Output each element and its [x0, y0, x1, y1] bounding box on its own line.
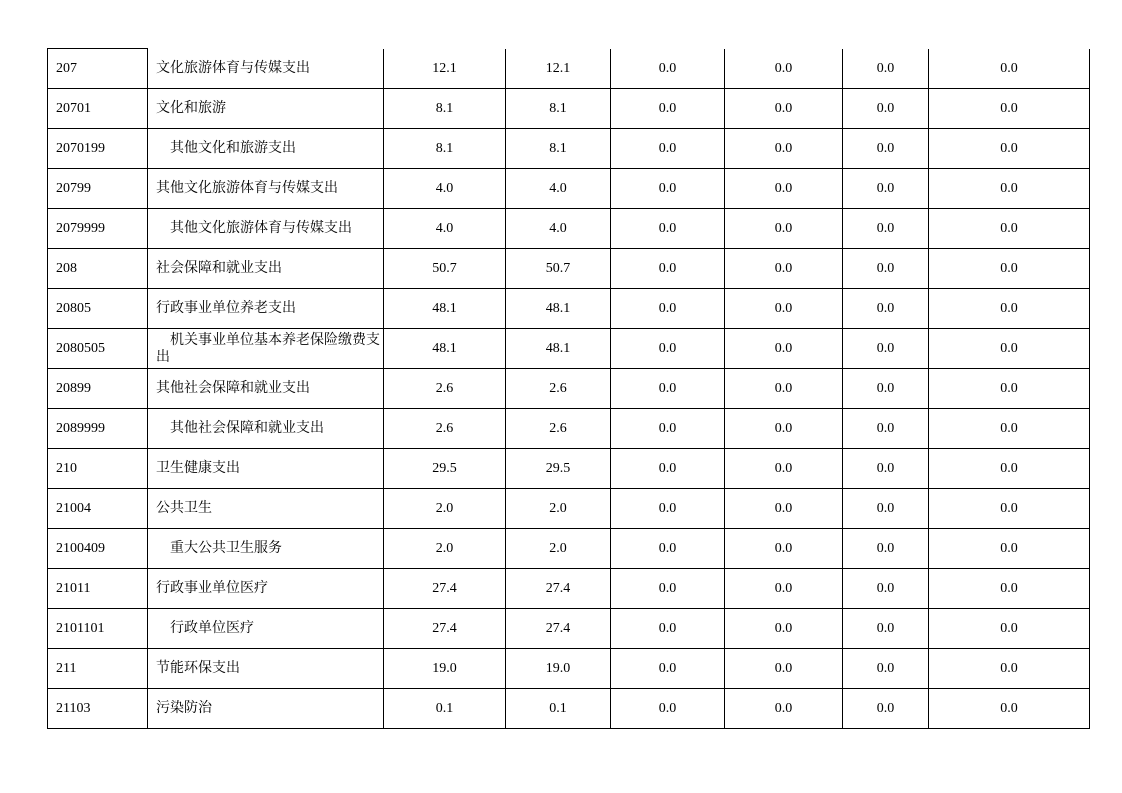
table-row [48, 249, 1090, 289]
account-code-cell: 20799 [48, 169, 148, 209]
amount-cell: 2.0 [384, 529, 506, 569]
account-name-cell: 社会保障和就业支出 [148, 249, 384, 289]
amount-cell: 0.0 [725, 369, 843, 409]
amount-cell: 0.0 [611, 649, 725, 689]
amount-cell: 8.1 [506, 89, 611, 129]
account-code-cell: 2079999 [48, 209, 148, 249]
amount-cell: 0.0 [929, 569, 1090, 609]
table-row [48, 409, 1090, 449]
table-row [48, 329, 1090, 369]
amount-cell: 50.7 [384, 249, 506, 289]
amount-cell: 4.0 [384, 209, 506, 249]
amount-cell: 0.0 [843, 249, 929, 289]
amount-cell: 0.0 [611, 129, 725, 169]
amount-cell: 0.0 [929, 409, 1090, 449]
account-name-cell: 行政单位医疗 [148, 609, 384, 649]
amount-cell: 2.6 [384, 369, 506, 409]
amount-cell: 0.0 [929, 449, 1090, 489]
amount-cell: 0.0 [611, 609, 725, 649]
amount-cell: 0.0 [725, 329, 843, 369]
amount-cell: 0.0 [611, 529, 725, 569]
amount-cell: 0.0 [725, 449, 843, 489]
amount-cell: 0.0 [611, 89, 725, 129]
account-code-cell: 211 [48, 649, 148, 689]
amount-cell: 19.0 [506, 649, 611, 689]
amount-cell: 0.0 [611, 489, 725, 529]
amount-cell: 27.4 [384, 609, 506, 649]
amount-cell: 0.0 [611, 409, 725, 449]
amount-cell: 0.0 [611, 49, 725, 89]
table-row [48, 169, 1090, 209]
account-code-cell: 20701 [48, 89, 148, 129]
account-code-cell: 21103 [48, 689, 148, 729]
amount-cell: 4.0 [506, 209, 611, 249]
account-name-cell: 文化旅游体育与传媒支出 [148, 49, 384, 89]
account-name-cell: 其他文化旅游体育与传媒支出 [148, 169, 384, 209]
amount-cell: 0.0 [843, 49, 929, 89]
amount-cell: 0.0 [725, 689, 843, 729]
amount-cell: 0.0 [725, 569, 843, 609]
table-body [48, 49, 1090, 729]
amount-cell: 12.1 [506, 49, 611, 89]
account-code-cell: 2101101 [48, 609, 148, 649]
account-code-cell: 21011 [48, 569, 148, 609]
amount-cell: 0.0 [843, 369, 929, 409]
table-row [48, 489, 1090, 529]
amount-cell: 0.0 [843, 489, 929, 529]
amount-cell: 0.0 [929, 209, 1090, 249]
account-code-cell: 207 [48, 49, 148, 89]
amount-cell: 29.5 [506, 449, 611, 489]
table-row [48, 529, 1090, 569]
amount-cell: 0.0 [929, 689, 1090, 729]
amount-cell: 0.1 [506, 689, 611, 729]
account-name-cell: 污染防治 [148, 689, 384, 729]
amount-cell: 0.0 [611, 569, 725, 609]
table-row [48, 89, 1090, 129]
account-code-cell: 2100409 [48, 529, 148, 569]
amount-cell: 0.0 [725, 409, 843, 449]
amount-cell: 0.0 [843, 689, 929, 729]
amount-cell: 0.0 [611, 329, 725, 369]
amount-cell: 4.0 [506, 169, 611, 209]
amount-cell: 2.0 [506, 529, 611, 569]
amount-cell: 12.1 [384, 49, 506, 89]
budget-table [47, 48, 1090, 729]
amount-cell: 2.6 [506, 409, 611, 449]
table-row [48, 369, 1090, 409]
account-name-cell: 其他社会保障和就业支出 [148, 369, 384, 409]
amount-cell: 2.0 [506, 489, 611, 529]
amount-cell: 19.0 [384, 649, 506, 689]
account-name-cell: 公共卫生 [148, 489, 384, 529]
amount-cell: 0.0 [843, 569, 929, 609]
amount-cell: 0.0 [929, 529, 1090, 569]
amount-cell: 2.6 [384, 409, 506, 449]
account-name-cell: 其他文化和旅游支出 [148, 129, 384, 169]
account-name-cell: 文化和旅游 [148, 89, 384, 129]
amount-cell: 0.0 [929, 89, 1090, 129]
amount-cell: 8.1 [506, 129, 611, 169]
account-name-cell: 其他社会保障和就业支出 [148, 409, 384, 449]
account-name-cell: 卫生健康支出 [148, 449, 384, 489]
amount-cell: 0.0 [929, 609, 1090, 649]
amount-cell: 0.0 [929, 169, 1090, 209]
account-code-cell: 20805 [48, 289, 148, 329]
amount-cell: 48.1 [384, 329, 506, 369]
amount-cell: 0.0 [843, 129, 929, 169]
amount-cell: 0.0 [929, 289, 1090, 329]
amount-cell: 0.0 [843, 449, 929, 489]
amount-cell: 0.0 [725, 89, 843, 129]
amount-cell: 0.0 [611, 249, 725, 289]
amount-cell: 29.5 [384, 449, 506, 489]
table-row [48, 569, 1090, 609]
account-code-cell: 21004 [48, 489, 148, 529]
amount-cell: 0.0 [725, 489, 843, 529]
amount-cell: 8.1 [384, 129, 506, 169]
amount-cell: 0.0 [843, 649, 929, 689]
account-code-cell: 2089999 [48, 409, 148, 449]
amount-cell: 2.0 [384, 489, 506, 529]
amount-cell: 0.0 [725, 129, 843, 169]
table-row [48, 129, 1090, 169]
amount-cell: 0.0 [843, 329, 929, 369]
amount-cell: 0.0 [843, 89, 929, 129]
amount-cell: 0.0 [929, 249, 1090, 289]
amount-cell: 0.0 [611, 369, 725, 409]
table-row [48, 689, 1090, 729]
account-name-cell: 机关事业单位基本养老保险缴费支出 [148, 329, 384, 369]
amount-cell: 0.0 [725, 649, 843, 689]
amount-cell: 0.1 [384, 689, 506, 729]
amount-cell: 48.1 [384, 289, 506, 329]
amount-cell: 48.1 [506, 289, 611, 329]
account-code-cell: 2070199 [48, 129, 148, 169]
amount-cell: 0.0 [725, 49, 843, 89]
table-row [48, 49, 1090, 89]
amount-cell: 0.0 [725, 249, 843, 289]
amount-cell: 0.0 [929, 129, 1090, 169]
account-code-cell: 20899 [48, 369, 148, 409]
amount-cell: 0.0 [929, 369, 1090, 409]
amount-cell: 0.0 [843, 609, 929, 649]
amount-cell: 0.0 [725, 289, 843, 329]
amount-cell: 0.0 [929, 489, 1090, 529]
amount-cell: 8.1 [384, 89, 506, 129]
amount-cell: 0.0 [611, 209, 725, 249]
amount-cell: 4.0 [384, 169, 506, 209]
amount-cell: 0.0 [725, 209, 843, 249]
amount-cell: 0.0 [929, 649, 1090, 689]
amount-cell: 0.0 [843, 209, 929, 249]
amount-cell: 27.4 [506, 569, 611, 609]
account-code-cell: 208 [48, 249, 148, 289]
amount-cell: 0.0 [843, 169, 929, 209]
amount-cell: 50.7 [506, 249, 611, 289]
amount-cell: 0.0 [929, 49, 1090, 89]
account-name-cell: 其他文化旅游体育与传媒支出 [148, 209, 384, 249]
amount-cell: 0.0 [843, 409, 929, 449]
amount-cell: 0.0 [611, 449, 725, 489]
amount-cell: 0.0 [611, 289, 725, 329]
table-row [48, 649, 1090, 689]
amount-cell: 0.0 [611, 689, 725, 729]
account-name-cell: 行政事业单位养老支出 [148, 289, 384, 329]
amount-cell: 0.0 [929, 329, 1090, 369]
amount-cell: 2.6 [506, 369, 611, 409]
amount-cell: 0.0 [843, 529, 929, 569]
table-row [48, 609, 1090, 649]
table-row [48, 449, 1090, 489]
account-code-cell: 2080505 [48, 329, 148, 369]
amount-cell: 48.1 [506, 329, 611, 369]
amount-cell: 0.0 [725, 609, 843, 649]
amount-cell: 0.0 [725, 529, 843, 569]
amount-cell: 27.4 [384, 569, 506, 609]
amount-cell: 0.0 [725, 169, 843, 209]
account-name-cell: 行政事业单位医疗 [148, 569, 384, 609]
amount-cell: 27.4 [506, 609, 611, 649]
account-code-cell: 210 [48, 449, 148, 489]
table-row [48, 209, 1090, 249]
account-name-cell: 节能环保支出 [148, 649, 384, 689]
amount-cell: 0.0 [611, 169, 725, 209]
amount-cell: 0.0 [843, 289, 929, 329]
account-name-cell: 重大公共卫生服务 [148, 529, 384, 569]
table-row [48, 289, 1090, 329]
